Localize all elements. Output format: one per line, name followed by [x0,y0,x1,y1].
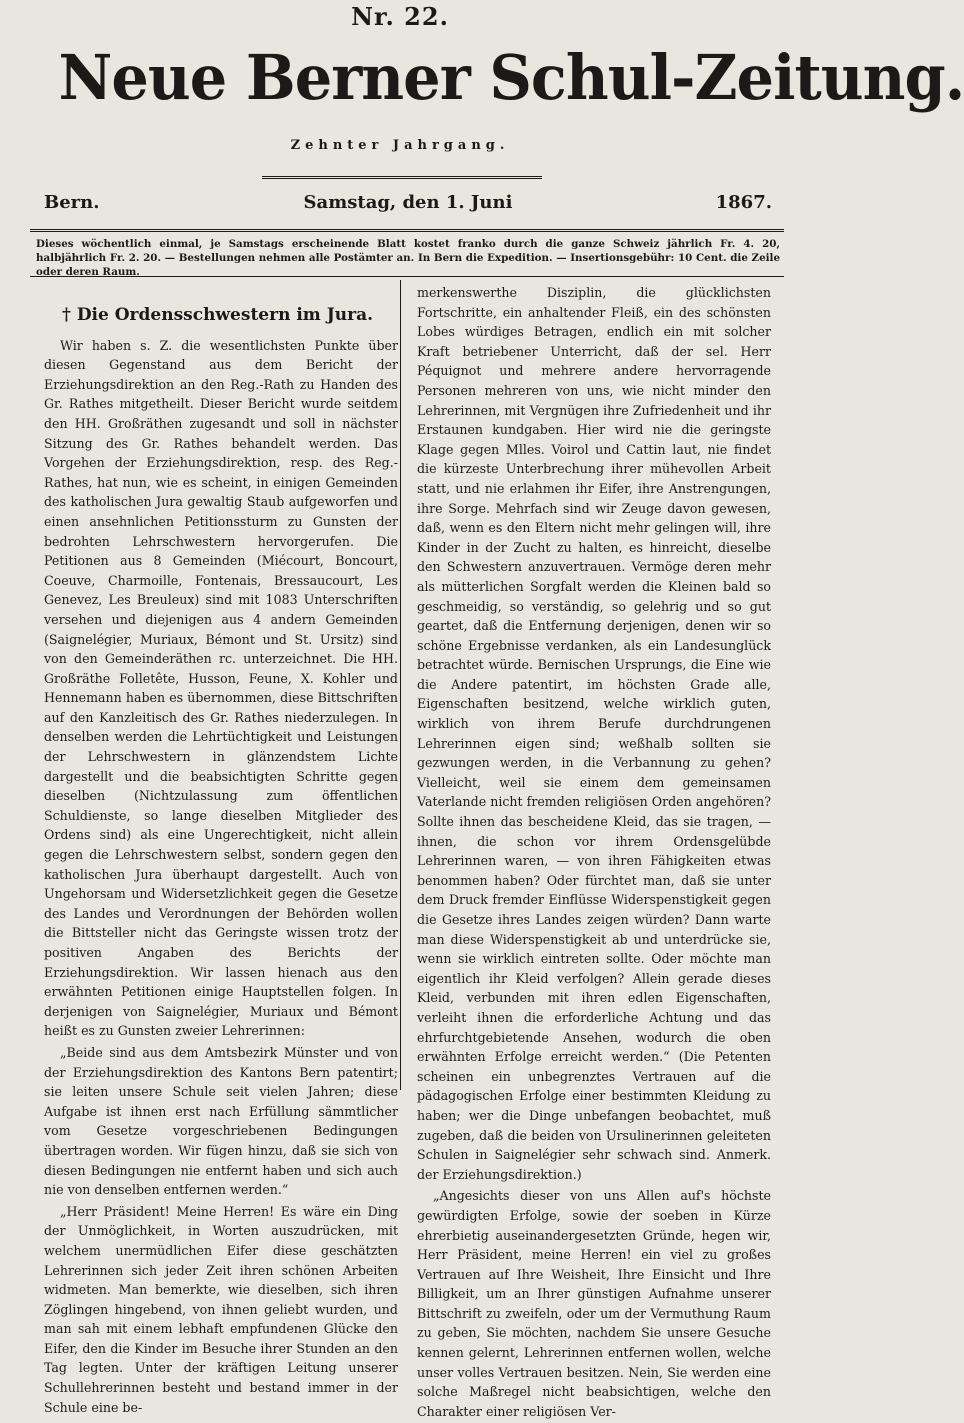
volume-label: Zehnter Jahrgang. [290,138,510,153]
article-title-text: Die Ordensschwestern im Jura. [76,305,374,325]
issue-year: 1867. [715,192,772,213]
article-title [62,306,398,326]
paragraph: „Angesichts dieser von uns Allen auf's höchste gewürdigten Erfolge, sowie der soeben in Kürze ehrerbietig auseinandergesetzten Gründe, hegen wir, Herr Präsident, meine Herren! ein viel zu großes Vertrauen auf Ihre Weisheit, Ihre Einsicht und Ihre Billigkeit, um an Ihrer günstigen Aufnahme unserer Bittschrift zu zweifeln, oder um der Vermuthung Raum zu geben, Sie möchten, nachdem Sie unsere Gesuche kennen gelernt, Lehrerinnen entfernen wollen, welche unser volles Vertrauen besitzen. Nein, Sie werden eine solche Maßregel nicht beabsichtigen, welche den Charakter einer religiösen Ver- [417,1188,771,1419]
paragraph: merkenswerthe Disziplin, die glücklichsten Fortschritte, ein anhaltender Fleiß, ein des schönsten Lobes würdiges Betragen, endlich ein mit solcher Kraft betriebener Unterricht, daß der sel. Herr Péquignot und mehrere andere hervorragende Personen mehreren von uns, wie nicht minder den Lehrerinnen, mit Vergnügen ihre Zufriedenheit und ihr Erstaunen kundgaben. Hier wird nie die geringste Klage gegen Mlles. Voirol und Cattin laut, nie findet die kürzeste Unterbrechung ihrer mühevollen Arbeit statt, und nie erlahmen ihr Eifer, ihre Anstrengungen, ihre Sorge. Mehrfach sind wir Zeuge davon gewesen, daß, wenn es den Eltern nicht mehr gelingen will, ihre Kinder in der Zucht zu halten, es hinreicht, dieselbe den Schwestern anzuvertrauen. Vermöge deren mehr als mütterlichen Sorgfalt werden die Kleinen bald so geschmeidig, so verständig, so gelehrig und so gut geartet, daß die Entfernung derjenigen, denen wir so schöne Ergebnisse verdanken, als ein Landesunglück betrachtet würde. Bernischen Ursprungs, die Eine wie die Andere patentirt, im höchsten Grade alle, Eigenschaften besitzend, welche wirklich guten, wirklich von ihrem Berufe durchdrungenen Lehrerinnen eigen sind; weßhalb sollten sie gezwungen werden, in die Verbannung zu gehen? Vielleicht, weil sie einem dem gemeinsamen Vaterlande nicht fremden religiösen Orden angehören? Sollte ihnen das bescheidene Kleid, das sie tragen, — ihnen, die schon vor ihrem Ordensgelübde Lehrerinnen waren, — von ihren Fähigkeiten etwas benommen haben? Oder fürchtet man, daß sie unter dem Druck fremder Einflüsse Widerspenstigkeit gegen die Gesetze ihres Landes zeigen würden? Dann warte man diese Widerspenstigkeit ab und unterdrücke sie, wenn sie wirklich eintreten sollte. Oder möchte man eigentlich ihr Kleid verfolgen? Allein gerade dieses Kleid, verbunden mit ihren edlen Eigenschaften, verleiht ihnen die erforderliche Achtung und das ehrfurchtgebietende Ansehen, wodurch die oben erwähnten Erfolge erreicht werden.“ (Die Petenten scheinen ein unbegrenztes Vertrauen auf die pädagogischen Erfolge einer bestimmten Kleidung zu haben; wer die Dinge unbefangen beobachtet, muß zugeben, daß die beiden von Ursulinerinnen geleiteten Schulen in Saignelégier sehr schwach sind. Anmerk. der Erziehungsdirektion.) [417,285,771,1182]
subscription-notice: Dieses wöchentlich einmal, je Samstags erscheinende Blatt kostet franko durch die ganze Schweiz jährlich Fr. 4. 20, halbjährlich Fr. 2. 20. — Bestellungen nehmen alle Postämter an. In Bern die Expedition. — Insertionsgebühr: 10 Cent. die Zeile oder deren Raum. [36,238,780,278]
cross-icon: † [62,305,71,325]
divider [262,176,542,179]
paragraph: Wir haben s. Z. die wesentlichsten Punkte über diesen Gegenstand aus dem Bericht der Erziehungsdirektion an den Reg.-Rath zu Handen des Gr. Rathes mitgetheilt. Dieser Bericht wurde seitdem den HH. Großräthen zugesandt und soll in nächster Sitzung des Gr. Rathes behandelt werden. Das Vorgehen der Erziehungsdirektion, resp. des Reg.-Rathes, hat nun, wie es scheint, in einigen Gemeinden des katholischen Jura gewaltig Staub aufgeworfen und einen ansehnlichen Petitionssturm zu Gunsten der bedrohten Lehrschwestern hervorgerufen. Die Petitionen aus 8 Gemeinden (Miécourt, Boncourt, Coeuve, Charmoille, Fontenais, Bressaucourt, Les Genevez, Les Breuleux) sind mit 1083 Unterschriften versehen und diejenigen aus 4 andern Gemeinden (Saignelégier, Muriaux, Bémont und St. Ursitz) sind von den Gemeinderäthen rc. unterzeichnet. Die HH. Großräthe Folletête, Husson, Feune, X. Kohler und Hennemann haben es übernommen, diese Bittschriften auf den Kanzleitisch des Gr. Rathes niederzulegen. In denselben werden die Lehrtüchtigkeit und Leistungen der Lehrschwestern in glänzendstem Lichte dargestellt und die beabsichtigten Schritte gegen dieselben (Nichtzulassung zum öffentlichen Schuldienste, so lange dieselben Mitglieder des Ordens sind) als eine Ungerechtigkeit, nicht allein gegen die Lehrschwestern selbst, sondern gegen den katholischen Jura überhaupt dargestellt. Auch von Ungehorsam und Widersetzlichkeit gegen die Gesetze des Landes und Verordnungen der Behörden wollen die Bittsteller nicht das Geringste wissen trotz der positiven Angaben des Berichts der Erziehungsdirektion. Wir lassen hienach aus den erwähnten Petitionen einige Hauptstellen folgen. In derjenigen von Saignelégier, Muriaux und Bémont heißt es zu Gunsten zweier Lehrerinnen: [44,337,398,1039]
paragraph: „Beide sind aus dem Amtsbezirk Münster und von der Erziehungsdirektion des Kantons Bern patentirt; sie leiten unsere Schule seit vielen Jahren; diese Aufgabe ist ihnen erst nach Erfüllung sämmtlicher vom Gesetze vorgeschriebenen Bedingungen übertragen worden. Wir fügen hinzu, daß sie sich von diesen Bedingungen nie entfernt haben und sich auch nie von denselben entfernen werden.“ [44,1044,398,1198]
left-column [44,290,398,1419]
divider [30,276,784,277]
place: Bern. [44,192,100,213]
newspaper-title: Neue Berner Schul-Zeitung. [58,41,964,114]
issue-number: Nr. 22. [351,2,449,31]
column-divider [400,280,401,1090]
divider [30,229,784,232]
paragraph: „Herr Präsident! Meine Herren! Es wäre ein Ding der Unmöglichkeit, in Worten auszudrücken, mit welchem unermüdlichen Eifer diese geschätzten Lehrerinnen sich jeder Zeit ihren schönen Arbeiten widmeten. Man bemerkte, wie dieselben, sich ihren Zöglingen hingebend, von ihnen geliebt wurden, und man sah mit einem lebhaft empfundenen Glücke den Eifer, den die Kinder im Besuche ihrer Stunden an den Tag legten. Unter der kräftigen Leitung unserer Schullehrerinnen besteht und bestand immer in der Schule eine be- [44,1203,398,1415]
dateline [44,192,772,216]
issue-date: Samstag, den 1. Juni [303,192,513,213]
right-column [417,283,771,1423]
